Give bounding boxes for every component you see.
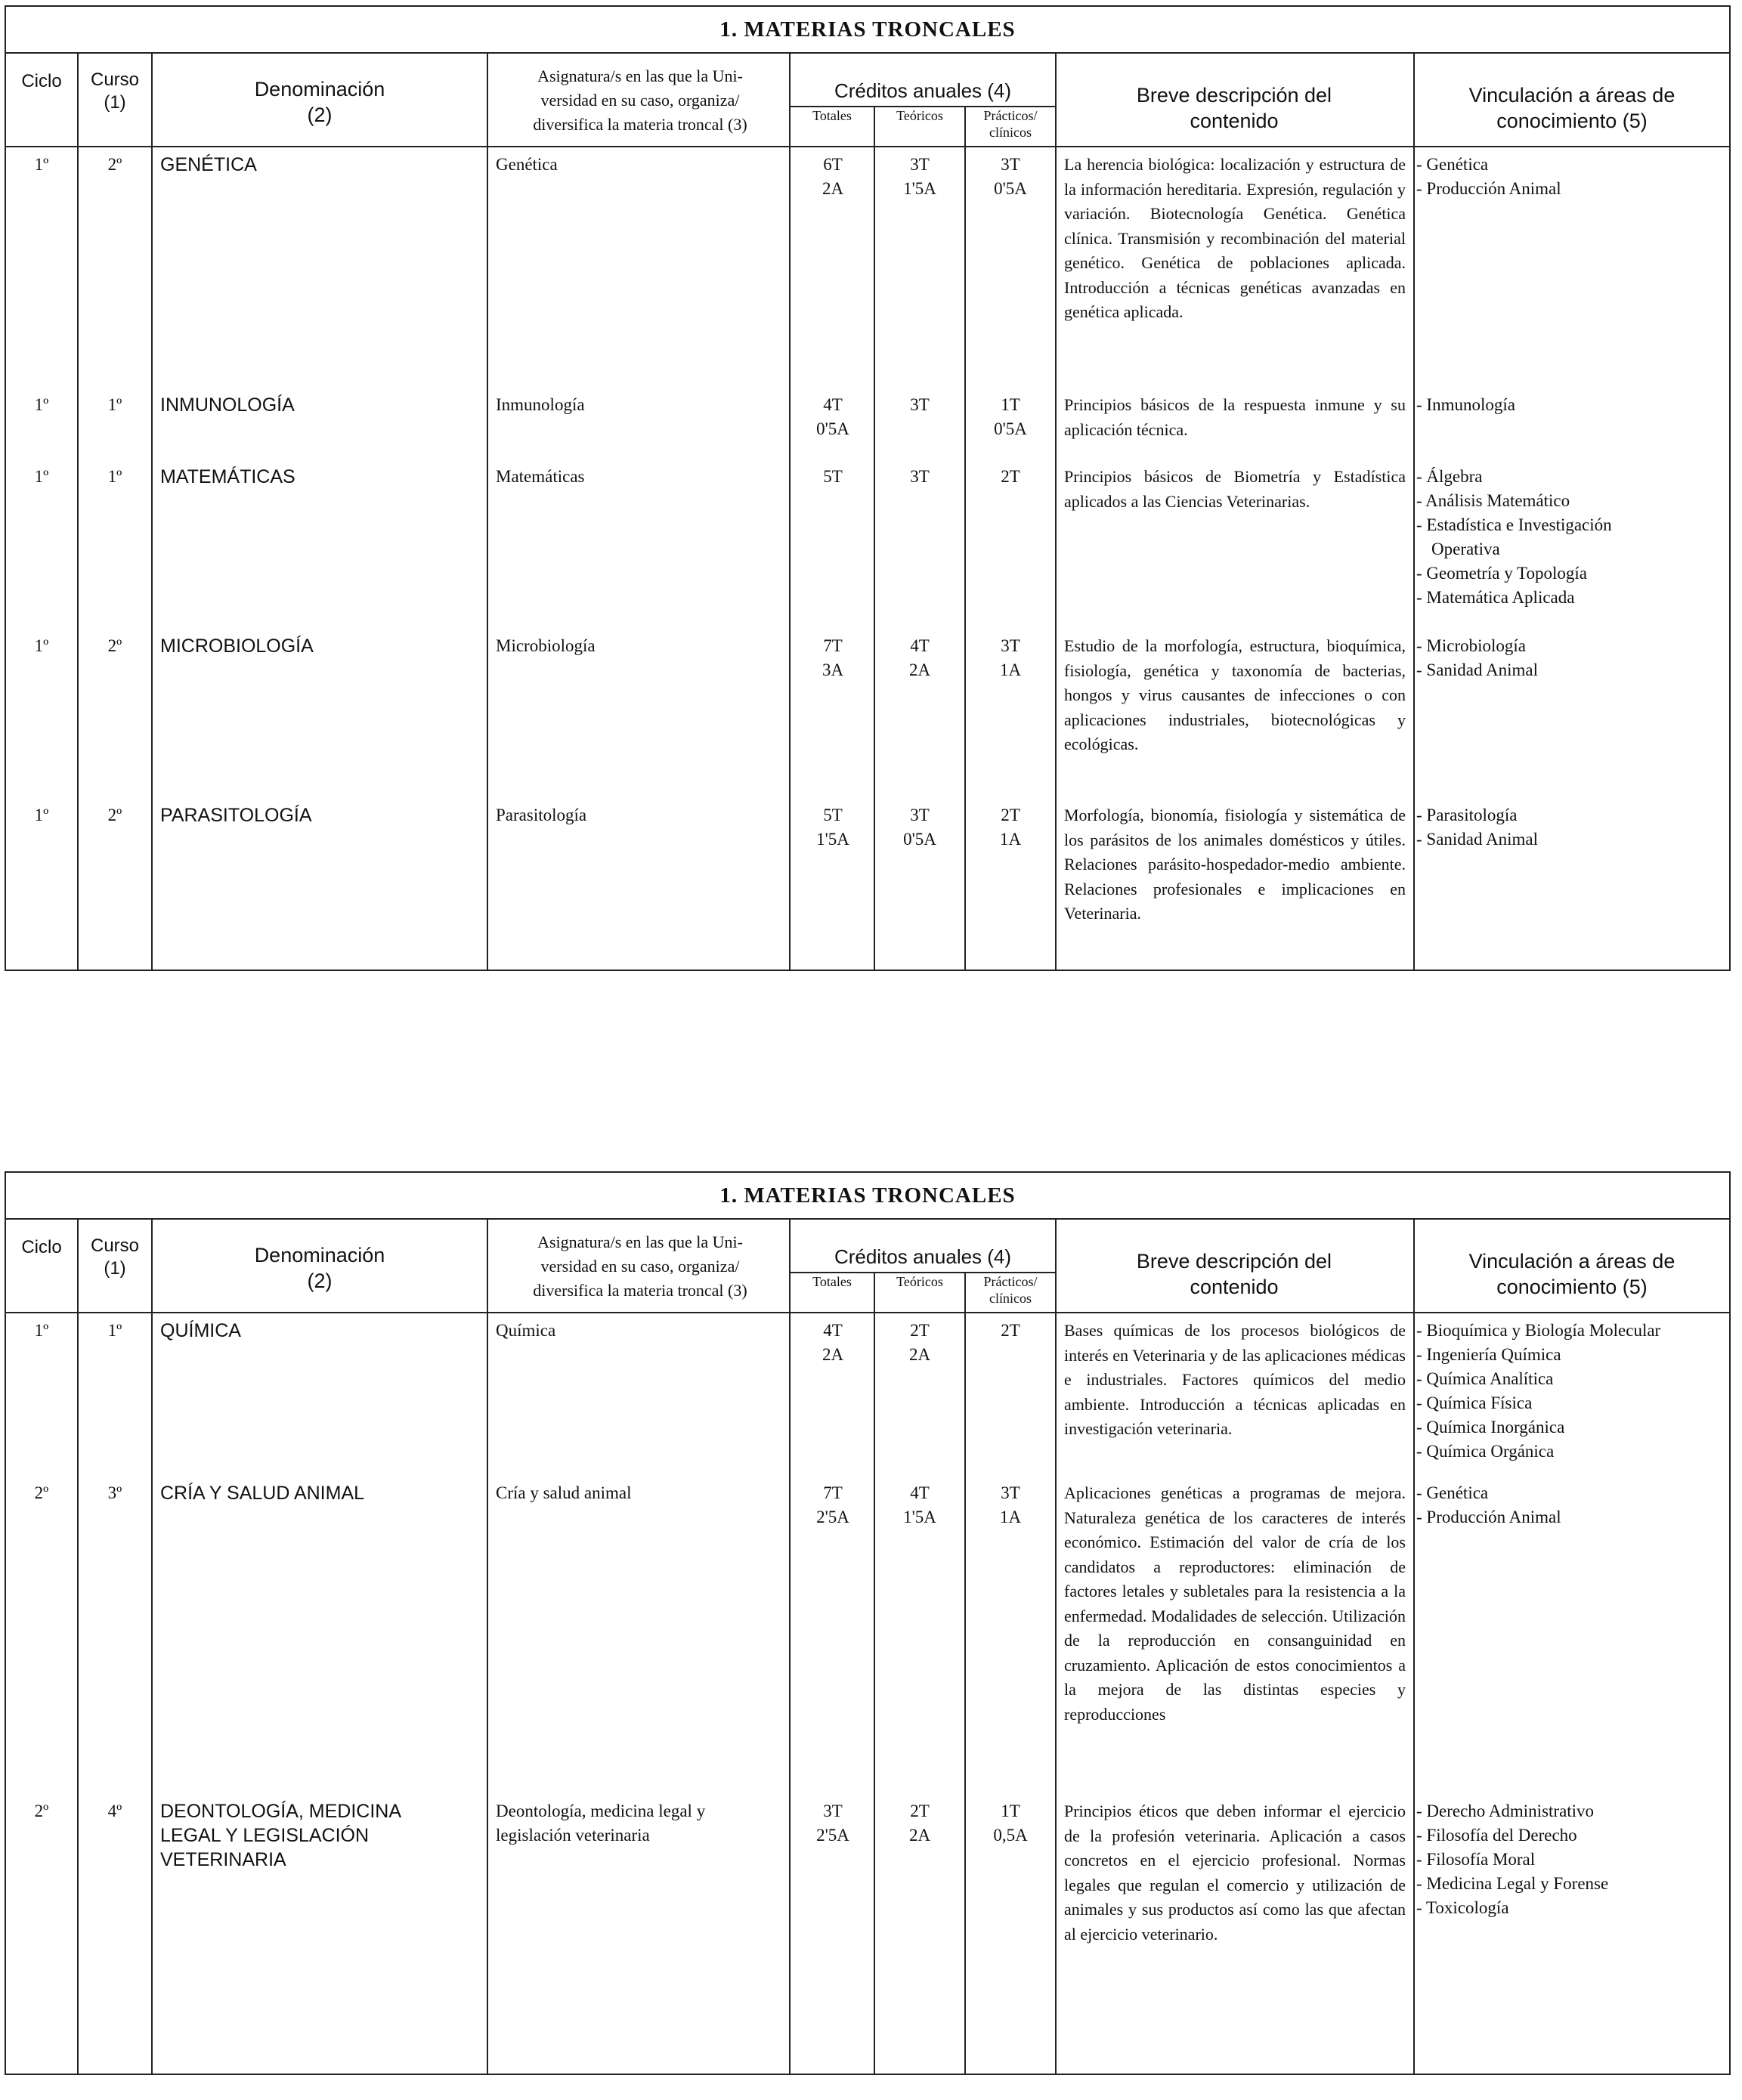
teoricos-cell: 3T 0'5A (903, 806, 936, 849)
practicos-cell: 3T 1A (999, 1483, 1022, 1526)
ciclo-cell: 1º (34, 636, 49, 655)
header-asignatura: Asignatura/s en las que la Uni- versidad en su caso, organiza/ diversifica la materia troncal (3) (533, 66, 747, 134)
descripcion-cell: Principios básicos de Biometría y Estadística aplicados a las Ciencias Veterinarias. (1064, 467, 1406, 511)
curso-cell: 4º (107, 1802, 122, 1820)
header-totales: Totales (812, 108, 852, 123)
header-teoricos: Teóricos (896, 1274, 943, 1289)
ciclo-cell: 1º (34, 395, 49, 414)
header-ciclo: Ciclo (21, 71, 62, 91)
areas-cell: - Derecho Administrativo - Filosofía del Derecho - Filosofía Moral - Medicina Legal y Forense - Toxicología (1416, 1802, 1609, 1917)
denominacion-cell: CRÍA Y SALUD ANIMAL (160, 1483, 365, 1504)
curso-cell: 1º (107, 467, 122, 486)
totales-cell: 5T (823, 467, 843, 486)
asignatura-cell: Microbiología (496, 636, 596, 655)
teoricos-cell: 3T (910, 395, 930, 414)
header-breve-descripcion: Breve descripción del contenido (1136, 84, 1332, 132)
header-practicos: Prácticos/ clínicos (983, 1274, 1038, 1306)
header-creditos: Créditos anuales (4) (834, 1245, 1012, 1268)
asignatura-cell: Matemáticas (496, 467, 585, 486)
denominacion-cell: MATEMÁTICAS (160, 466, 295, 487)
header-teoricos: Teóricos (896, 108, 943, 123)
practicos-cell: 3T 0'5A (994, 155, 1027, 198)
denominacion-cell: DEONTOLOGÍA, MEDICINA LEGAL Y LEGISLACIÓN VETERINARIA (160, 1801, 402, 1870)
header-vinculacion: Vinculación a áreas de conocimiento (5) (1468, 84, 1675, 132)
denominacion-cell: PARASITOLOGÍA (160, 805, 312, 826)
teoricos-cell: 2T 2A (908, 1321, 931, 1364)
ciclo-cell: 1º (34, 467, 49, 486)
practicos-cell: 3T 1A (999, 636, 1022, 679)
teoricos-cell: 4T 2A (908, 636, 931, 679)
header-curso: Curso (1) (90, 1236, 140, 1279)
curso-cell: 2º (107, 806, 122, 824)
totales-cell: 4T 2A (821, 1321, 844, 1364)
practicos-cell: 2T 1A (999, 806, 1022, 849)
descripcion-cell: Bases químicas de los procesos biológicos de interés en Veterinaria y de las aplicaciones médicas e industriales. Factores químicos del medio ambiente. Introducción a técnicas aplicadas en investigación veterinaria. (1064, 1321, 1406, 1438)
curso-cell: 1º (107, 1321, 122, 1340)
descripcion-cell: Principios básicos de la respuesta inmune y su aplicación técnica. (1064, 395, 1406, 439)
header-denominacion: Denominación (2) (254, 78, 385, 126)
asignatura-cell: Genética (496, 155, 558, 174)
practicos-cell: 2T (1001, 467, 1020, 486)
totales-cell: 7T 2'5A (816, 1483, 849, 1526)
materias-troncales-table-1 (5, 5, 1731, 971)
ciclo-cell: 1º (34, 1321, 49, 1340)
header-totales: Totales (812, 1274, 852, 1289)
asignatura-cell: Parasitología (496, 806, 587, 824)
header-vinculacion: Vinculación a áreas de conocimiento (5) (1468, 1250, 1675, 1298)
ciclo-cell: 1º (34, 806, 49, 824)
curso-cell: 1º (107, 395, 122, 414)
denominacion-cell: MICROBIOLOGÍA (160, 636, 314, 657)
descripcion-cell: Aplicaciones genéticas a programas de mejora. Naturaleza genética de los caracteres de interés económico. Estimación del valor de cría de los candidatos a reproductores: eliminación de factores letales y subletales para la resistencia a la enfermedad. Modalidades de selección. Utilización de la reproducción en consanguinidad en cruzamiento. Aplicación de estos conocimientos a la mejora de las distintas especies y reproducciones (1064, 1483, 1406, 1724)
header-curso: Curso (1) (90, 70, 140, 113)
descripcion-cell: Morfología, bionomía, fisiología y sistemática de los parásitos de los animales domésticos y útiles. Relaciones parásito-hospedador-medio ambiente. Relaciones profesionales e implicaciones en Veterinaria. (1064, 806, 1406, 923)
areas-cell: - Microbiología - Sanidad Animal (1416, 636, 1538, 679)
teoricos-cell: 4T 1'5A (903, 1483, 936, 1526)
curso-cell: 3º (107, 1483, 122, 1502)
practicos-cell: 1T 0,5A (993, 1802, 1028, 1845)
areas-cell: - Parasitología - Sanidad Animal (1416, 806, 1538, 849)
totales-cell: 4T 0'5A (816, 395, 849, 438)
ciclo-cell: 2º (34, 1483, 49, 1502)
ciclo-cell: 1º (34, 155, 49, 174)
header-ciclo: Ciclo (21, 1237, 62, 1257)
descripcion-cell: Estudio de la morfología, estructura, bioquímica, fisiología, genética y taxonomía de bacterias, hongos y virus causantes de infecciones o con aplicaciones industriales, biotecnológicas y ecológicas. (1064, 636, 1406, 753)
asignatura-cell: Inmunología (496, 395, 585, 414)
practicos-cell: 1T 0'5A (994, 395, 1027, 438)
table-title: 1. MATERIAS TRONCALES (6, 7, 1729, 54)
teoricos-cell: 3T 1'5A (903, 155, 936, 198)
header-denominacion: Denominación (2) (254, 1244, 385, 1292)
curso-cell: 2º (107, 636, 122, 655)
teoricos-cell: 3T (910, 467, 930, 486)
areas-cell: - Álgebra - Análisis Matemático - Estadística e Investigación Operativa - Geometría y Topología - Matemática Aplicada (1416, 467, 1612, 607)
areas-cell: - Genética - Producción Animal (1416, 1483, 1561, 1526)
denominacion-cell: GENÉTICA (160, 154, 257, 175)
asignatura-cell: Química (496, 1321, 556, 1340)
curso-cell: 2º (107, 155, 122, 174)
totales-cell: 3T 2'5A (816, 1802, 849, 1845)
areas-cell: - Bioquímica y Biología Molecular - Ingeniería Química - Química Analítica - Química Física - Química Inorgánica - Química Orgánica (1416, 1321, 1661, 1461)
descripcion-cell: Principios éticos que deben informar el ejercicio de la profesión veterinaria. Aplicación a casos concretos en el ejercicio profesional. Normas legales que regulan el comercio y utilización de animales y sus productos así como las que afectan al ejercicio veterinario. (1064, 1802, 1406, 1944)
ciclo-cell: 2º (34, 1802, 49, 1820)
denominacion-cell: QUÍMICA (160, 1320, 241, 1341)
header-practicos: Prácticos/ clínicos (983, 108, 1038, 140)
practicos-cell: 2T (1001, 1321, 1020, 1340)
asignatura-cell: Cría y salud animal (496, 1483, 632, 1502)
header-creditos: Créditos anuales (4) (834, 79, 1012, 102)
asignatura-cell: Deontología, medicina legal y legislación veterinaria (496, 1802, 706, 1845)
areas-cell: - Inmunología (1416, 395, 1515, 414)
totales-cell: 6T 2A (821, 155, 844, 198)
teoricos-cell: 2T 2A (908, 1802, 931, 1845)
denominacion-cell: INMUNOLOGÍA (160, 394, 295, 416)
areas-cell: - Genética - Producción Animal (1416, 155, 1561, 198)
header-asignatura: Asignatura/s en las que la Uni- versidad en su caso, organiza/ diversifica la materia troncal (3) (533, 1232, 747, 1300)
totales-cell: 7T 3A (821, 636, 844, 679)
header-breve-descripcion: Breve descripción del contenido (1136, 1250, 1332, 1298)
table-title: 1. MATERIAS TRONCALES (6, 1173, 1729, 1220)
descripcion-cell: La herencia biológica: localización y estructura de la información hereditaria. Expresión, regulación y variación. Biotecnología Genética. Genética clínica. Transmisión y recombinación del material genético. Genética de poblaciones aplicada. Introducción a técnicas genéticas avanzadas en genética aplicada. (1064, 155, 1406, 321)
totales-cell: 5T 1'5A (816, 806, 849, 849)
materias-troncales-table-2 (5, 1171, 1731, 2075)
